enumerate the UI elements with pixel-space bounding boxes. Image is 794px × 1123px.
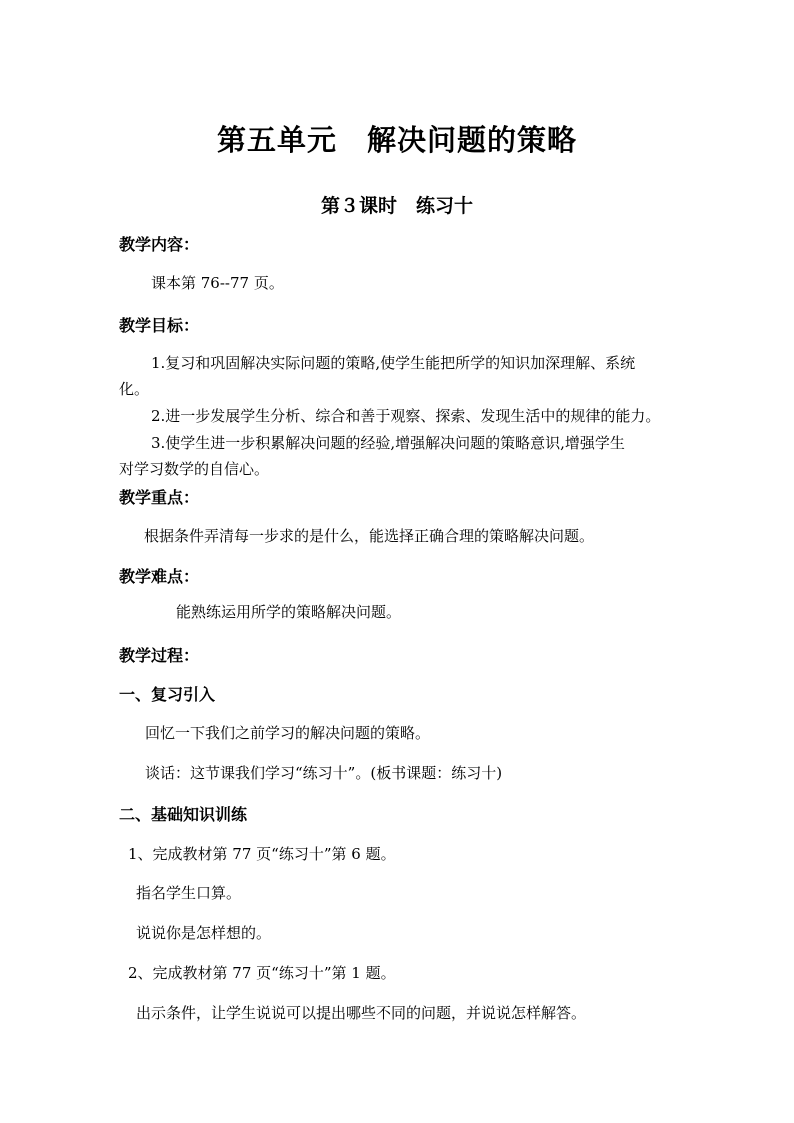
- part-1-heading: 一、复习引入: [119, 685, 216, 704]
- process-heading: 教学过程：: [119, 646, 200, 665]
- part-1-line-1: 回忆一下我们之前学习的解决问题的策略。: [145, 724, 431, 742]
- goals-heading: 教学目标：: [119, 316, 200, 335]
- difficulties-heading: 教学难点：: [119, 567, 200, 586]
- key-points-heading: 教学重点：: [119, 488, 200, 507]
- page-title: 第五单元 解决问题的策略: [216, 123, 577, 157]
- question-1-step-b: 说说你是怎样想的。: [136, 924, 272, 942]
- question-2: 2、完成教材第 77 页“练习十”第 1 题。: [128, 964, 396, 982]
- question-1: 1、完成教材第 77 页“练习十”第 6 题。: [128, 845, 396, 863]
- content-text: 课本第 76--77 页。: [151, 274, 284, 292]
- goal-1-line-1: 1.复习和巩固解决实际问题的策略,使学生能把所学的知识加深理解、系统: [151, 354, 636, 372]
- goal-3-line-1: 3.使学生进一步积累解决问题的经验,增强解决问题的策略意识,增强学生: [151, 434, 625, 452]
- goal-2: 2.进一步发展学生分析、综合和善于观察、探索、发现生活中的规律的能力。: [151, 407, 661, 425]
- difficulties-text: 能熟练运用所学的策略解决问题。: [176, 603, 402, 621]
- key-points-text: 根据条件弄清每一步求的是什么，能选择正确合理的策略解决问题。: [144, 527, 595, 545]
- question-1-step-a: 指名学生口算。: [136, 884, 242, 902]
- part-2-heading: 二、基础知识训练: [119, 805, 248, 824]
- question-2-step-a: 出示条件，让学生说说可以提出哪些不同的问题，并说说怎样解答。: [136, 1004, 587, 1022]
- goal-3-line-2: 对学习数学的自信心。: [119, 460, 270, 478]
- content-heading: 教学内容：: [119, 235, 200, 254]
- goal-1-line-2: 化。: [119, 380, 150, 398]
- lesson-subtitle: 第３课时 练习十: [320, 195, 473, 217]
- part-1-line-2: 谈话：这节课我们学习“练习十”。(板书课题：练习十): [145, 764, 503, 782]
